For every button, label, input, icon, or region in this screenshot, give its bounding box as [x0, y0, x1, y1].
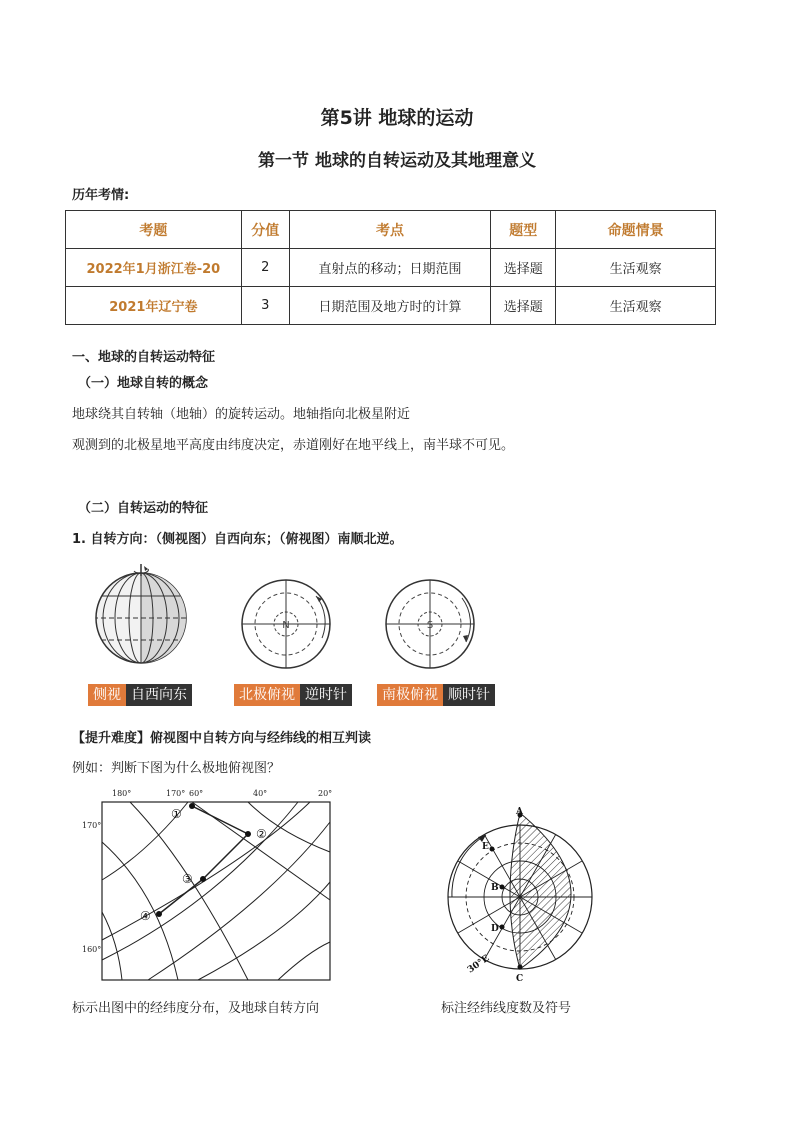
- polar-view-diagram: [440, 805, 610, 983]
- page-subtitle: 第一节 地球的自转运动及其地理意义: [258, 151, 536, 171]
- table-cell: 生活观察: [556, 249, 716, 287]
- lat-lon-grid-diagram: [78, 782, 348, 987]
- label-dark: 顺时针: [443, 684, 495, 706]
- table-cell: 2021年辽宁卷: [66, 287, 242, 325]
- point-letter: B: [491, 883, 499, 893]
- label-orange: 侧视: [88, 684, 126, 706]
- lon-label: 180°: [112, 789, 132, 798]
- label-orange: 北极俯视: [234, 684, 300, 706]
- north-pole-letter: N: [282, 620, 290, 631]
- point-label: ①: [171, 807, 182, 821]
- caption-left: 标示出图中的经纬度分布，及地球自转方向: [72, 1001, 320, 1016]
- subsection-heading: （二）自转运动的特征: [78, 501, 209, 516]
- label-north-view: [234, 684, 352, 706]
- label-south-view: [377, 684, 495, 706]
- table-cell: 选择题: [491, 287, 556, 325]
- section-heading: 一、地球的自转运动特征: [72, 350, 216, 365]
- history-label: 历年考情:: [72, 188, 130, 203]
- point-letter: E: [482, 842, 489, 852]
- lon-label: 20°: [318, 789, 333, 798]
- point-label: ②: [256, 827, 267, 841]
- point-letter: D: [491, 924, 499, 934]
- lon-label: 170°: [166, 789, 186, 798]
- column-header: 命题情景: [556, 211, 716, 249]
- south-pole-letter: S: [426, 620, 434, 631]
- advanced-heading: 【提升难度】俯视图中自转方向与经纬线的相互判读: [72, 731, 372, 746]
- label-dark: 逆时针: [300, 684, 352, 706]
- point-letter: C: [516, 974, 524, 983]
- lat-label: 170°: [82, 821, 102, 830]
- lat-label: 160°: [82, 945, 102, 954]
- south-polar-view: [382, 574, 482, 674]
- table-cell: 生活观察: [556, 287, 716, 325]
- table-cell: 3: [241, 287, 289, 325]
- paragraph: 观测到的北极星地平高度由纬度决定，赤道刚好在地平线上，南半球不可见。: [72, 438, 515, 453]
- lon-label: 40°: [253, 789, 268, 798]
- page-title: 第5讲 地球的运动: [320, 107, 474, 129]
- table-row: [66, 287, 716, 325]
- lon-label: 60°: [189, 789, 204, 798]
- column-header: 考题: [66, 211, 242, 249]
- table-row: [66, 249, 716, 287]
- column-header: 分值: [241, 211, 289, 249]
- label-orange: 南极俯视: [377, 684, 443, 706]
- point-label: ④: [140, 909, 151, 923]
- caption-right: 标注经纬线度数及符号: [441, 1001, 572, 1016]
- column-header: 题型: [491, 211, 556, 249]
- point-text: 1. 自转方向：（侧视图）自西向东；（俯视图）南顺北逆。: [72, 532, 403, 547]
- column-header: 考点: [289, 211, 491, 249]
- table-cell: 选择题: [491, 249, 556, 287]
- point-letter: A: [516, 807, 523, 817]
- table-header-row: [66, 211, 716, 249]
- label-side-view: [88, 684, 192, 706]
- table-cell: 直射点的移动；日期范围: [289, 249, 491, 287]
- label-dark: 自西向东: [126, 684, 192, 706]
- lon-label: 30°E: [465, 953, 492, 976]
- north-polar-view: [238, 574, 338, 674]
- table-cell: 日期范围及地方时的计算: [289, 287, 491, 325]
- subsection-heading: （一）地球自转的概念: [78, 376, 209, 391]
- globe-side-view: [88, 562, 198, 672]
- paragraph: 地球绕其自转轴（地轴）的旋转运动。地轴指向北极星附近: [72, 407, 411, 422]
- point-label: ③: [182, 872, 193, 886]
- table-cell: 2: [241, 249, 289, 287]
- table-cell: 2022年1月浙江卷-20: [66, 249, 242, 287]
- example-text: 例如：判断下图为什么极地俯视图？: [72, 761, 281, 776]
- exam-table: [65, 210, 716, 325]
